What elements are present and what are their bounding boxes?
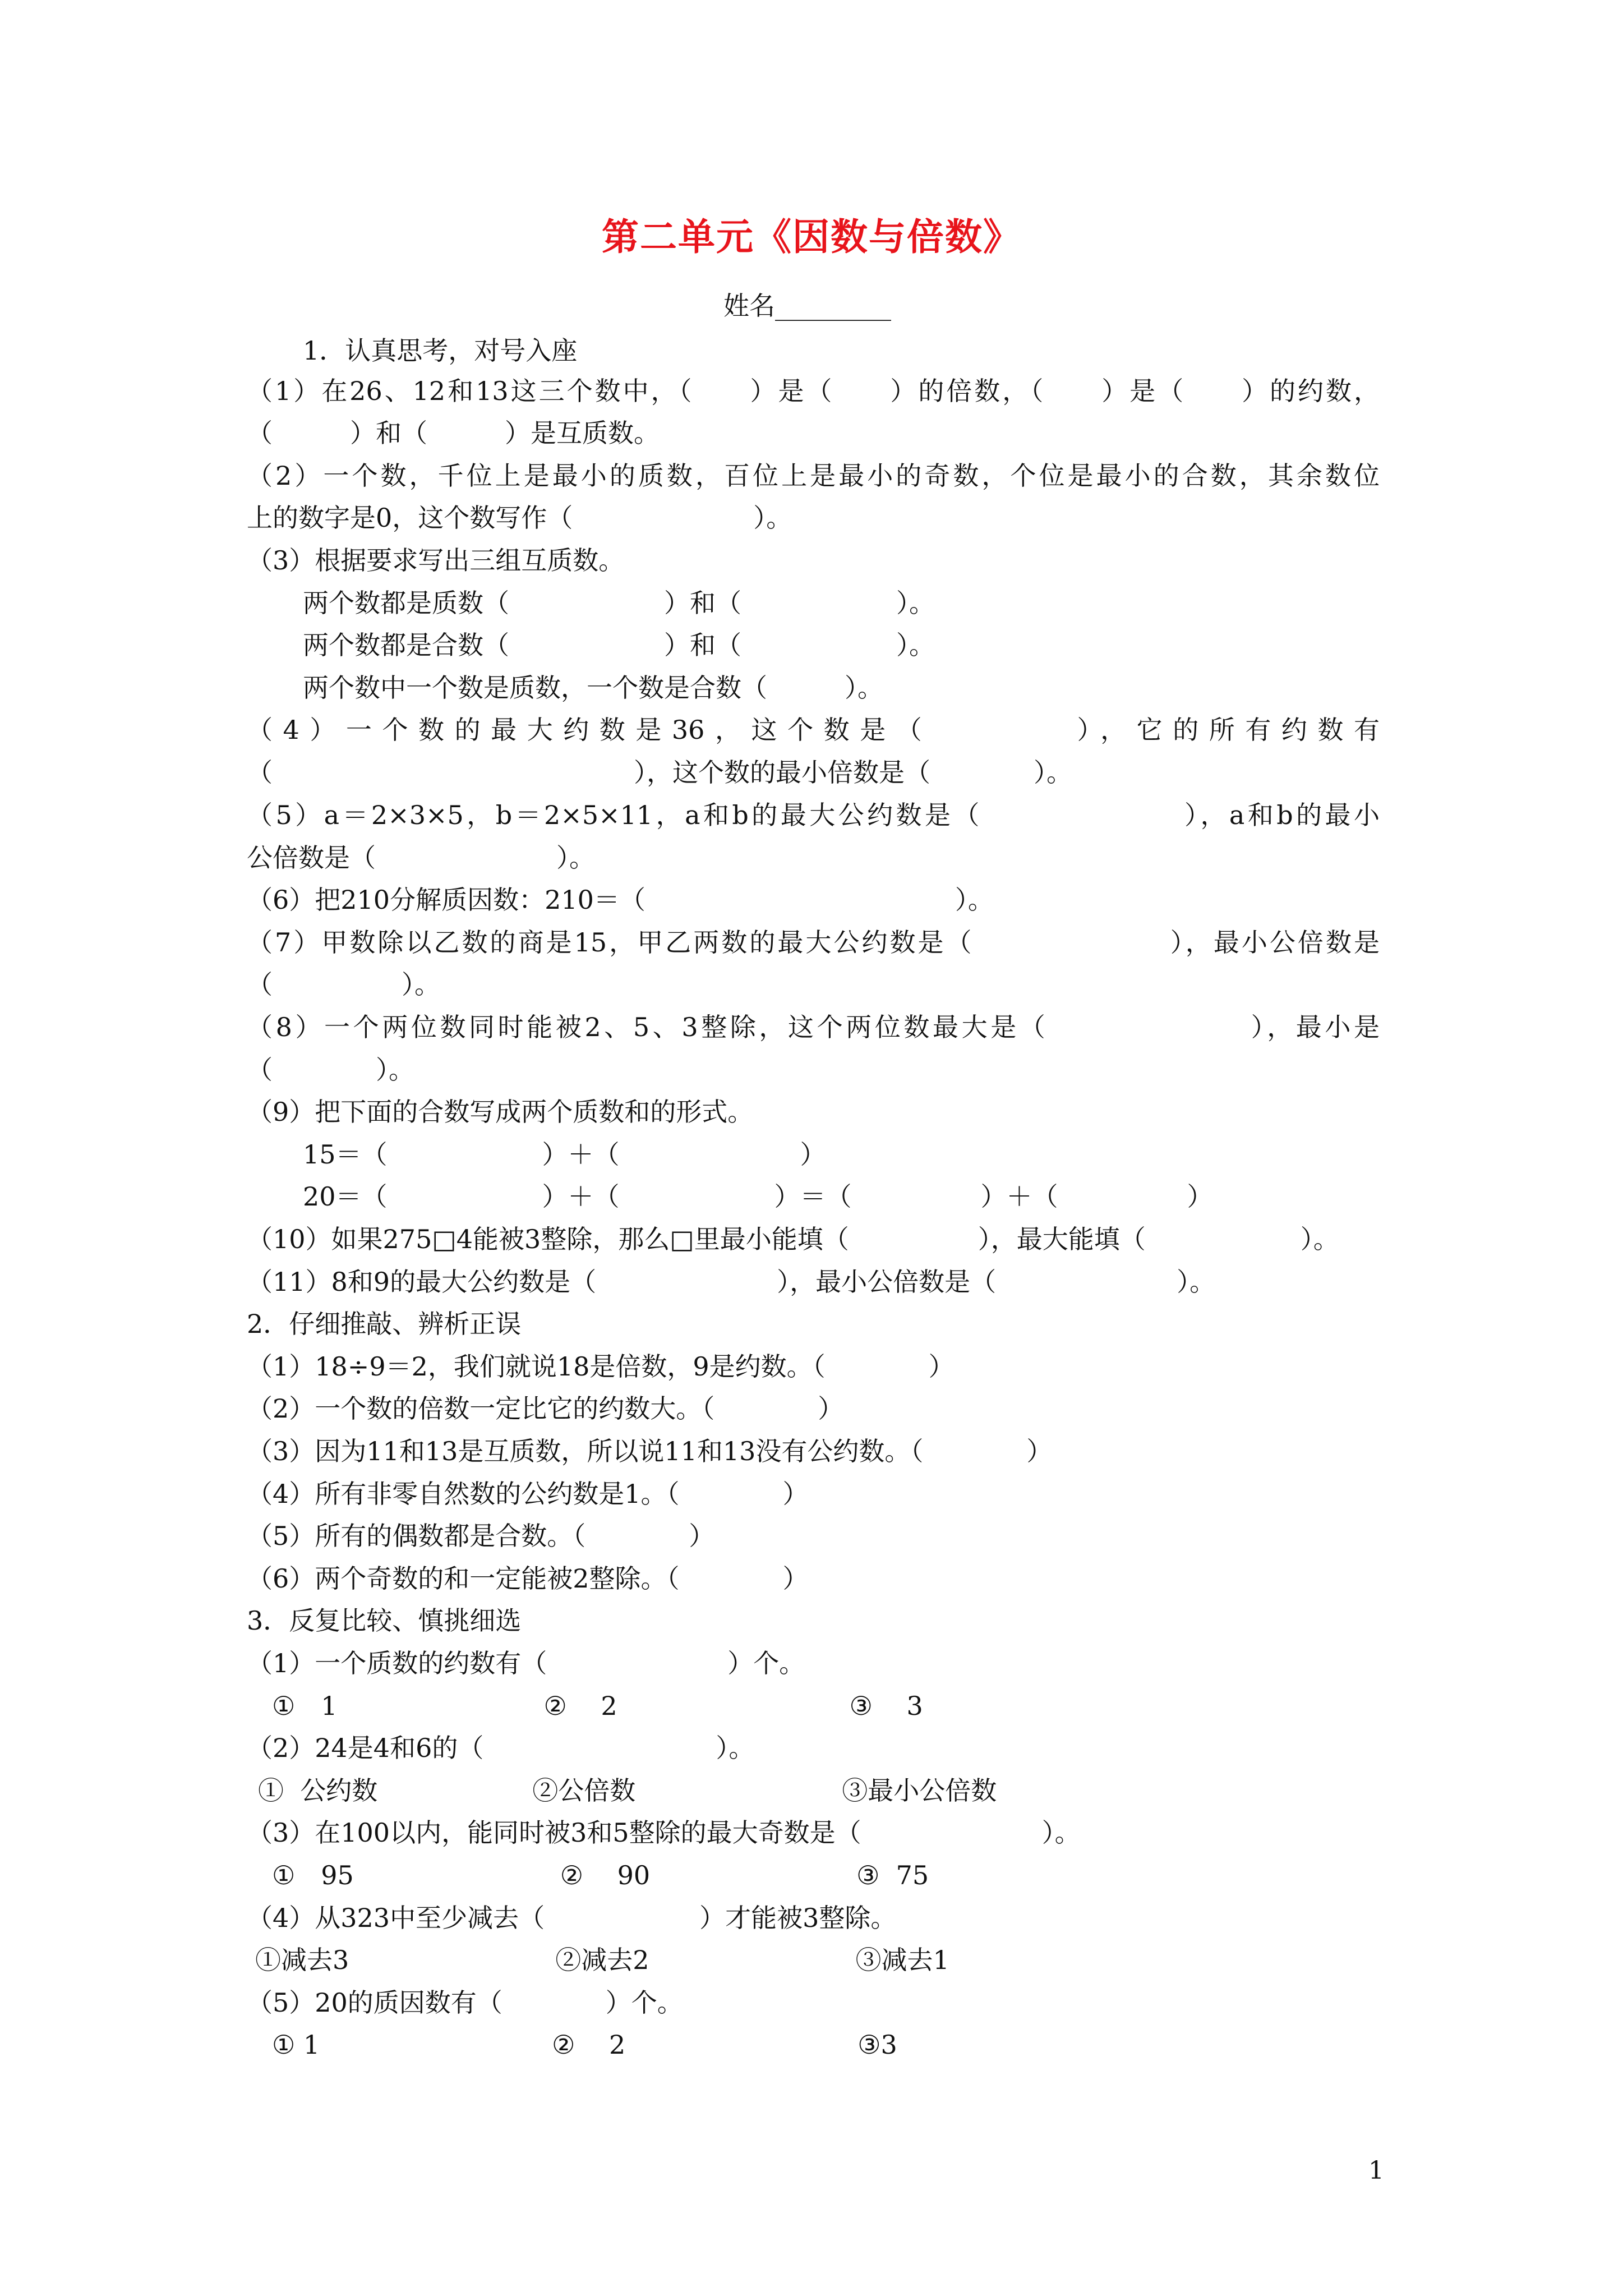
question-line: （2）一个数，千位上是最小的质数，百位上是最小的奇数，个位是最小的合数，其余数位 — [247, 461, 1380, 491]
question-line: （8）一个两位数同时能被2、5、3整除，这个两位数最大是（ ），最小是 — [247, 1012, 1380, 1042]
choice-options: ① 1 ② 2 ③3 — [272, 2030, 897, 2060]
question-line: （ ）。 — [247, 969, 440, 1000]
question-line: 公倍数是（ ）。 — [247, 843, 595, 873]
question-line: （4）所有非零自然数的公约数是1。（ ） — [247, 1479, 809, 1509]
question-line: 两个数中一个数是质数，一个数是合数（ ）。 — [303, 673, 883, 703]
page-number: 1 — [1368, 2156, 1384, 2185]
question-line: （2）一个数的倍数一定比它的约数大。（ ） — [247, 1393, 844, 1424]
question-line: （3）在100以内，能同时被3和5整除的最大奇数是（ ）。 — [247, 1818, 1081, 1848]
question-line: （1）18÷9＝2，我们就说18是倍数，9是约数。（ ） — [247, 1351, 955, 1382]
choice-options: ① 公约数 ②公倍数 ③最小公倍数 — [258, 1775, 997, 1806]
question-line: （3）根据要求写出三组互质数。 — [247, 545, 625, 576]
section-2-heading: 2．仔细推敲、辨析正误 — [247, 1309, 522, 1339]
question-line: 20＝（ ）＋（ ）＝（ ）＋（ ） — [303, 1181, 1213, 1212]
question-line: （6）把210分解质因数：210＝（ ）。 — [247, 885, 994, 915]
question-line: （5）a＝2×3×5，b＝2×5×11，a和b的最大公约数是（ ），a和b的最小 — [247, 800, 1380, 830]
name-field: 姓名_________ — [723, 291, 891, 321]
question-line: （4）一个数的最大约数是36，这个数是（ ），它的所有约数有 — [247, 715, 1380, 745]
worksheet-title: 第二单元《因数与倍数》 — [602, 215, 1021, 259]
question-line: （3）因为11和13是互质数，所以说11和13没有公约数。（ ） — [247, 1436, 1053, 1466]
question-line: （ ）。 — [247, 1055, 414, 1085]
question-line: 两个数都是质数（ ）和（ ）。 — [303, 588, 935, 618]
question-line: （5）所有的偶数都是合数。（ ） — [247, 1521, 715, 1551]
question-line: 15＝（ ）＋（ ） — [303, 1139, 826, 1170]
question-line: （4）从323中至少减去（ ）才能被3整除。 — [247, 1903, 897, 1933]
question-line: （2）24是4和6的（ ）。 — [247, 1733, 755, 1763]
question-line: （ ），这个数的最小倍数是（ ）。 — [247, 757, 1072, 788]
question-line: （7）甲数除以乙数的商是15，甲乙两数的最大公约数是（ ），最小公倍数是 — [247, 927, 1380, 958]
question-line: （6）两个奇数的和一定能被2整除。（ ） — [247, 1563, 809, 1594]
section-3-heading: 3．反复比较、慎挑细选 — [247, 1605, 522, 1636]
choice-options: ① 95 ② 90 ③ 75 — [272, 1860, 929, 1890]
question-line: 两个数都是合数（ ）和（ ）。 — [303, 630, 935, 660]
question-line: （11）8和9的最大公约数是（ ），最小公倍数是（ ）。 — [247, 1267, 1216, 1297]
question-line: 上的数字是0，这个数写作（ ）。 — [247, 503, 792, 533]
choice-options: ①减去3 ②减去2 ③减去1 — [255, 1945, 949, 1975]
question-line: （10）如果275□4能被3整除，那么□里最小能填（ ），最大能填（ ）。 — [247, 1224, 1339, 1254]
question-line: （1）一个质数的约数有（ ）个。 — [247, 1648, 805, 1678]
question-line: （ ）和（ ）是互质数。 — [247, 418, 660, 448]
question-line: （1）在26、12和13这三个数中，（ ）是（ ）的倍数，（ ）是（ ）的约数， — [247, 376, 1380, 406]
question-line: （5）20的质因数有（ ）个。 — [247, 1987, 683, 2018]
section-1-heading: 1．认真思考，对号入座 — [303, 335, 578, 366]
question-line: （9）把下面的合数写成两个质数和的形式。 — [247, 1097, 754, 1127]
choice-options: ① 1 ② 2 ③ 3 — [272, 1691, 923, 1721]
